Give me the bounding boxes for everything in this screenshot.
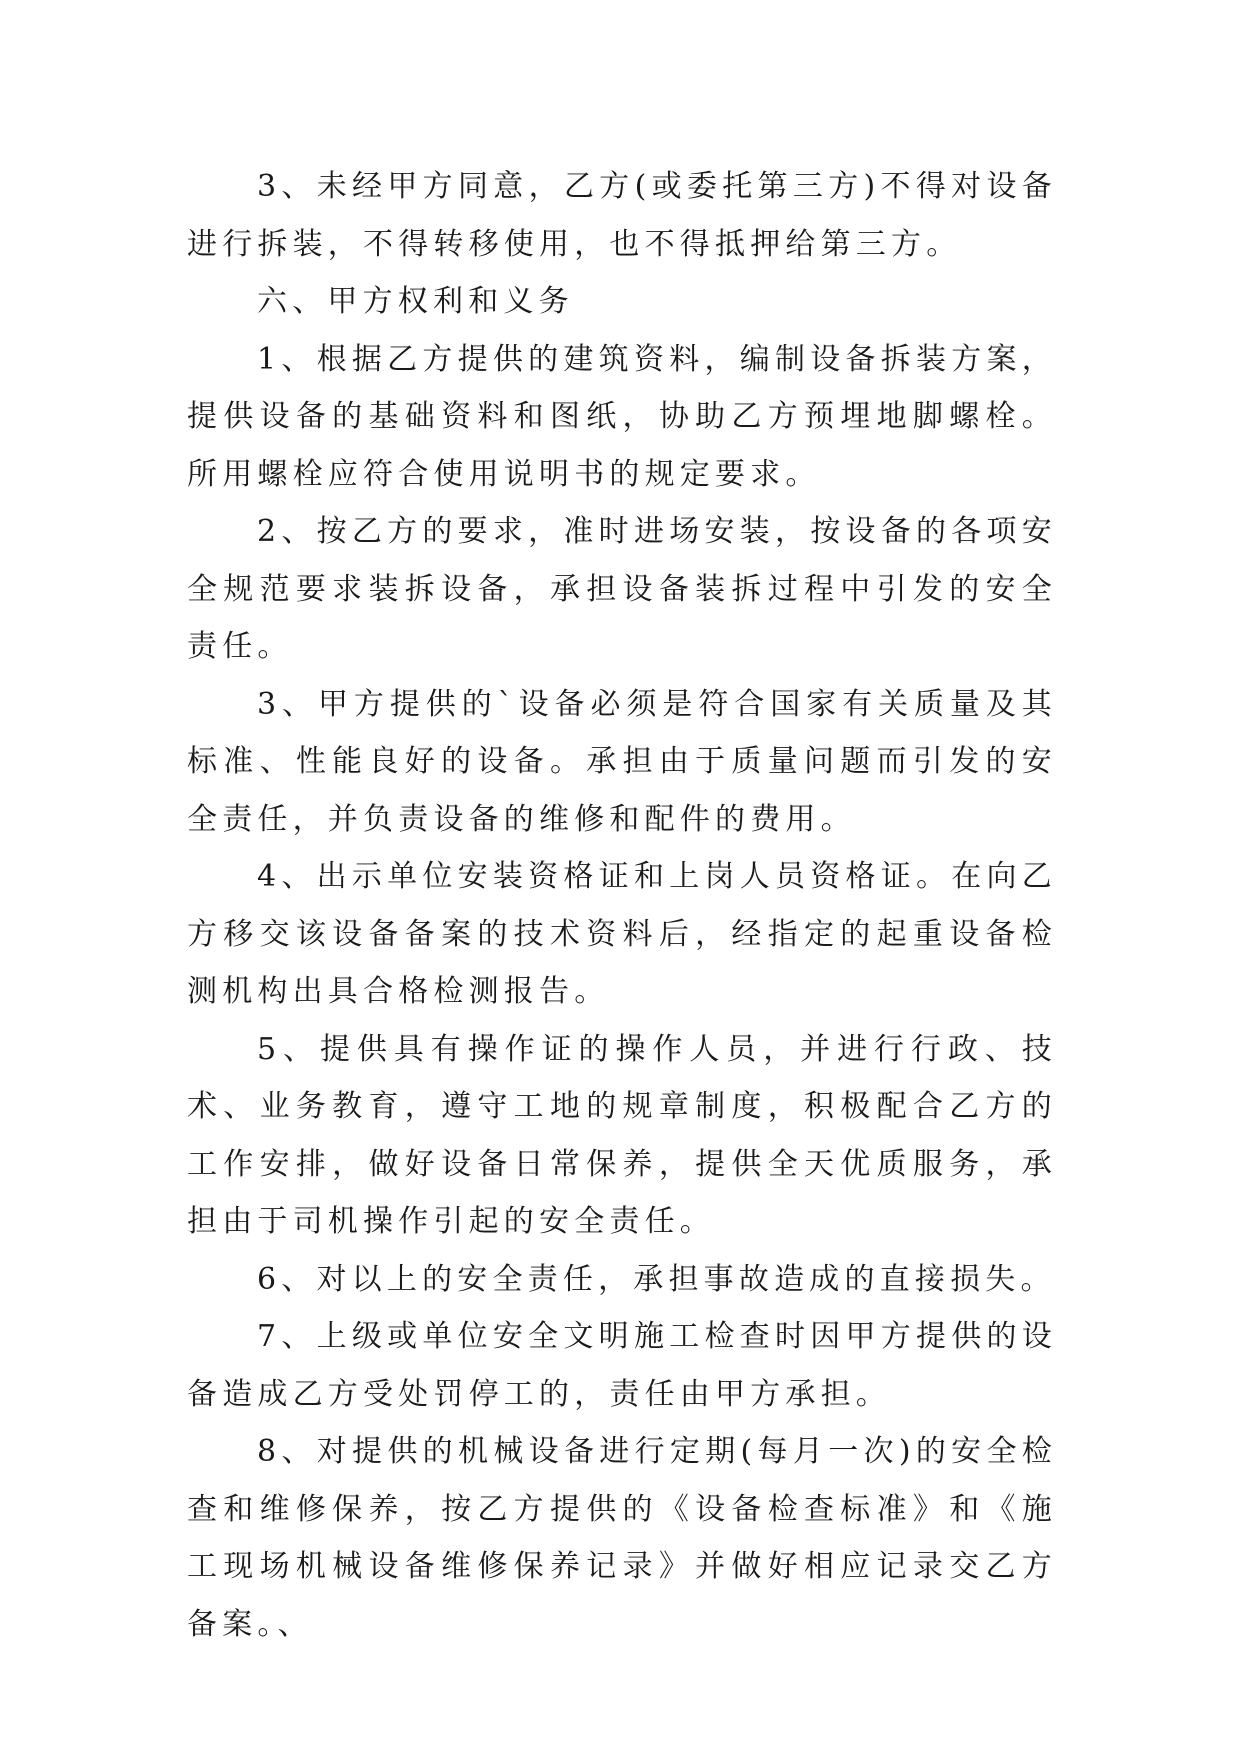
section-heading: 六、甲方权利和义务 — [257, 284, 574, 319]
clause-paragraph: 8、对提供的机械设备进行定期(每月一次)的安全检查和维修保养，按乙方提供的《设备检查标准》和《施工现场机械设备维修保养记录》并做好相应记录交乙方备案。、 — [187, 1434, 1057, 1642]
clause-paragraph: 3、未经甲方同意，乙方(或委托第三方)不得对设备进行拆装，不得转移使用，也不得抵押给第三方。 — [187, 169, 1057, 262]
document-body — [187, 158, 1057, 1653]
clause-paragraph: 4、出示单位安装资格证和上岗人员资格证。在向乙方移交该设备备案的技术资料后，经指定的起重设备检测机构出具合格检测报告。 — [187, 859, 1057, 1009]
clause-paragraph: 6、对以上的安全责任，承担事故造成的直接损失。 — [257, 1261, 1056, 1297]
clause-paragraph: 2、按乙方的要求，准时进场安装，按设备的各项安全规范要求装拆设备，承担设备装拆过程中引发的安全责任。 — [187, 514, 1057, 664]
clause-paragraph: 7、上级或单位安全文明施工检查时因甲方提供的设备造成乙方受处罚停工的，责任由甲方承担。 — [187, 1319, 1057, 1412]
clause-paragraph: 1、根据乙方提供的建筑资料，编制设备拆装方案，提供设备的基础资料和图纸，协助乙方预埋地脚螺栓。所用螺栓应符合使用说明书的规定要求。 — [187, 341, 1057, 492]
clause-paragraph: 3、甲方提供的`设备必须是符合国家有关质量及其标准、性能良好的设备。承担由于质量问题而引发的安全责任，并负责设备的维修和配件的费用。 — [187, 686, 1057, 837]
clause-paragraph: 5、提供具有操作证的操作人员，并进行行政、技术、业务教育，遵守工地的规章制度，积极配合乙方的工作安排，做好设备日常保养，提供全天优质服务，承担由于司机操作引起的安全责任。 — [187, 1031, 1057, 1239]
